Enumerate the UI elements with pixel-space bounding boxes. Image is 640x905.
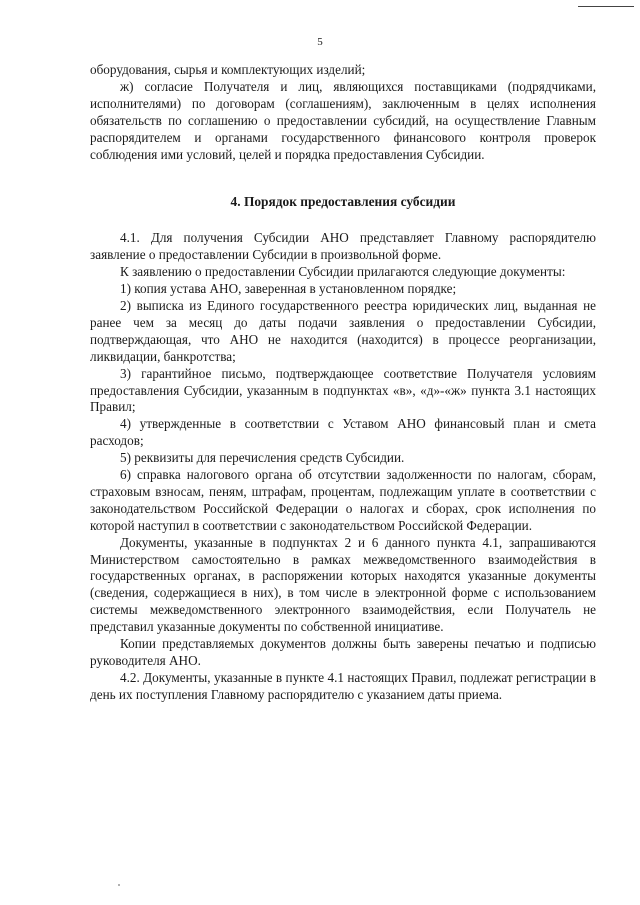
page-number: 5 (317, 36, 323, 48)
paragraph: ж) согласие Получателя и лиц, являющихся поставщиками (подрядчиками, исполнителями) по договорам (соглашениям), заключенным в целях исполнения обязательств по соглашению о предоставлении субсидий, на осуществление Главным распорядителем и органами государственного финансового контроля проверок соблюдения ими условий, целей и порядка предоставления Субсидии. (90, 78, 596, 162)
list-item: 2) выписка из Единого государственного реестра юридических лиц, выданная не ранее чем за месяц до даты подачи заявления о предоставлении Субсидии, подтверждающая, что АНО не находится (находится) в процессе реорганизации, ликвидации, банкротства; (90, 297, 596, 364)
paragraph: Копии представляемых документов должны быть заверены печатью и подписью руководителя АНО. (90, 636, 596, 668)
paragraph: 4.2. Документы, указанные в пункте 4.1 настоящих Правил, подлежат регистрации в день их поступления Главному распорядителю с указанием даты приема. (90, 669, 596, 702)
top-corner-rule (578, 6, 634, 7)
list-item: 1) копия устава АНО, заверенная в установленном порядке; (120, 281, 457, 297)
list-item: 3) гарантийное письмо, подтверждающее соответствие Получателя условиям предоставления Субсидии, указанным в подпунктах «в», «д»-«ж» пункта 3.1 настоящих Правил; (90, 365, 596, 415)
paragraph: К заявлению о предоставлении Субсидии прилагаются следующие документы: (120, 264, 566, 280)
paragraph: Документы, указанные в подпунктах 2 и 6 данного пункта 4.1, запрашиваются Министерством самостоятельно в рамках межведомственного взаимодействия в государственных органах, в распоряжении которых находятся указанные документы (сведения, содержащиеся в них), в том числе в электронной форме с использованием системы межведомственного электронного взаимодействия, если Получатель не представил указанные документы по собственной инициативе. (90, 534, 596, 635)
scan-speck (118, 884, 120, 886)
list-item: 4) утвержденные в соответствии с Уставом АНО финансовый план и смета расходов; (90, 416, 596, 449)
paragraph: оборудования, сырья и комплектующих изделий; (90, 62, 366, 77)
list-item: 6) справка налогового органа об отсутствии задолженности по налогам, сборам, страховым взносам, пеням, штрафам, процентам, подлежащим уплате в соответствии с законодательством Российской Федерации о налогах и сборах, срок исполнения по которой наступил в соответствии с законодательством Российской Федерации. (90, 467, 596, 533)
document-body (90, 62, 596, 704)
paragraph: 4.1. Для получения Субсидии АНО представляет Главному распорядителю заявление о предоставлении Субсидии в произвольной форме. (90, 230, 596, 263)
section-heading: 4. Порядок предоставления субсидии (230, 194, 456, 210)
list-item: 5) реквизиты для перечисления средств Субсидии. (120, 450, 405, 466)
